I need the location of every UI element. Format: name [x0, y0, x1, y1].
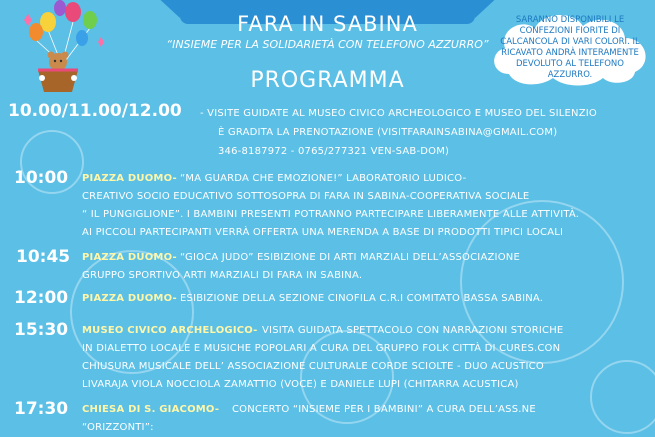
event-line: “GIOCA JUDO” ESIBIZIONE DI ARTI MARZIALI DELL’ASSOCIAZIONE: [180, 252, 520, 263]
event-place: PIAZZA DUOMO-: [82, 173, 177, 184]
event-time: 10:00: [14, 168, 69, 188]
event-line: CONCERTO “INSIEME PER I BAMBINI” A CURA DELL’ASS.NE: [232, 404, 536, 415]
event-line: “ORIZZONTI”:: [82, 422, 154, 433]
bubble-decoration: [460, 200, 624, 364]
page-subtitle: “INSIEME PER LA SOLIDARIETÀ CON TELEFONO AZZURRO”: [166, 38, 489, 51]
event-line: 346-8187972 - 0765/277321 VEN-SAB-DOM): [218, 146, 450, 157]
event-line: GRUPPO SPORTIVO ARTI MARZIALI DI FARA IN SABINA.: [82, 270, 363, 281]
event-line: LIVARAJA VIOLA NOCCIOLA ZAMATTIO (VOCE) E DANIELE LUPI (CHITARRA ACUSTICA): [82, 379, 519, 390]
cloud-note: SARANNO DISPONIBILI LE CONFEZIONI FIORITE DI CALCANCOLA DI VARI COLORI. IL RICAVATO ANDRÀ INTERAMENTE DEVOLUTO AL TELEFONO AZZURRO.: [500, 15, 640, 80]
event-line: AI PICCOLI PARTECIPANTI VERRÀ OFFERTA UNA MERENDA A BASE DI PRODOTTI TIPICI LOCALI: [82, 227, 564, 238]
event-line: ESIBIZIONE DELLA SEZIONE CINOFILA C.R.I COMITATO BASSA SABINA.: [180, 293, 544, 304]
event-time: 17:30: [14, 399, 69, 419]
event-line: IN DIALETTO LOCALE E MUSICHE POPOLARI A CURA DEL GRUPPO FOLK CITTÀ DI CURES.CON: [82, 343, 561, 354]
page-title: FARA IN SABINA: [237, 12, 418, 36]
program-event: [14, 168, 68, 188]
event-place: PIAZZA DUOMO-: [82, 252, 177, 263]
event-line: VISITA GUIDATA SPETTACOLO CON NARRAZIONI STORICHE: [262, 325, 564, 336]
event-place: PIAZZA DUOMO-: [82, 293, 177, 304]
program-event: [14, 288, 68, 308]
event-time: 15:30: [14, 320, 69, 340]
program-heading: PROGRAMMA: [250, 68, 405, 93]
event-line: È GRADITA LA PRENOTAZIONE (VISITFARAINSABINA@GMAIL.COM): [218, 127, 558, 138]
program-event: [16, 247, 70, 267]
event-time: 12:00: [14, 288, 69, 308]
event-line: CREATIVO SOCIO EDUCATIVO SOTTOSOPRA DI FARA IN SABINA-COOPERATIVA SOCIALE: [82, 191, 530, 202]
event-line: CHIUSURA MUSICALE DELL’ ASSOCIAZIONE CULTURALE CORDE SCIOLTE - DUO ACUSTICO: [82, 361, 544, 372]
event-place: MUSEO CIVICO ARCHELOGICO-: [82, 325, 258, 336]
program-event: [8, 101, 182, 121]
event-line: - VISITE GUIDATE AL MUSEO CIVICO ARCHEOLOGICO E MUSEO DEL SILENZIO: [200, 108, 597, 119]
event-place: CHIESA DI S. GIACOMO-: [82, 404, 220, 415]
event-time: 10.00/11.00/12.00: [8, 101, 182, 121]
bubble-decoration: [590, 360, 655, 434]
bubble-decoration: [70, 250, 194, 374]
program-event: [14, 399, 68, 419]
program-event: [14, 320, 68, 340]
event-line: “MA GUARDA CHE EMOZIONE!” LABORATORIO LUDICO-: [180, 173, 467, 184]
event-line: “ IL PUNGIGLIONE”. I BAMBINI PRESENTI POTRANNO PARTECIPARE LIBERAMENTE ALLE ATTIVITÀ.: [82, 209, 580, 220]
event-time: 10:45: [16, 247, 71, 267]
